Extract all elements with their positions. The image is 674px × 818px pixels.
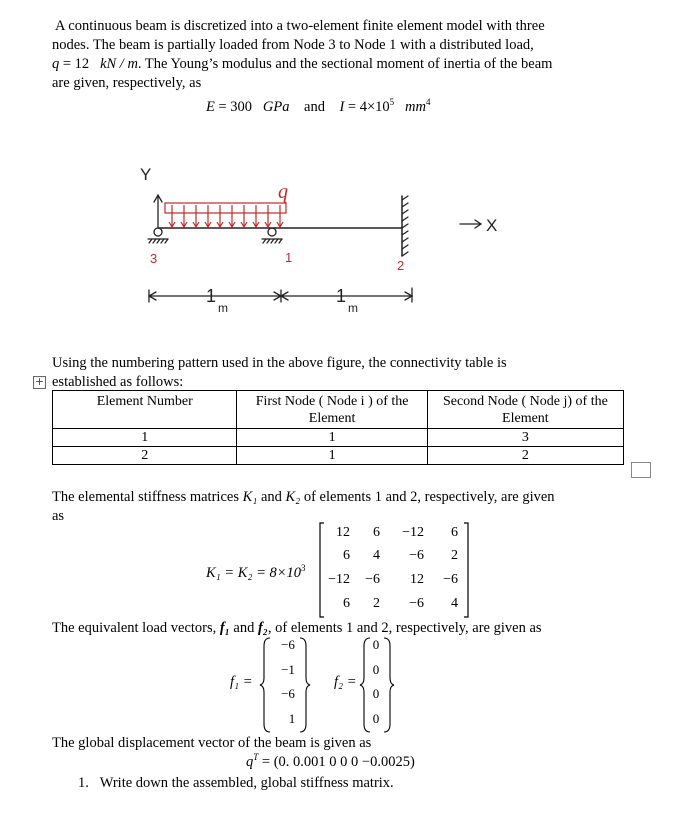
matrix-cell: 2 [451, 548, 458, 563]
f1-entry: −1 [281, 662, 295, 677]
connectivity-paragraph [52, 354, 632, 392]
header-first-node: First Node ( Node i ) of the Element [237, 391, 427, 429]
f1-entry: −6 [281, 686, 295, 701]
intro-line-1: A continuous beam is discretized into a two-element finite element model with three [55, 18, 545, 34]
stiffness-lhs-exp: 3 [301, 563, 306, 573]
cell-node-j: 2 [427, 447, 623, 465]
f1-entry: 1 [288, 711, 296, 726]
f1-symbol: f₁ [219, 620, 230, 636]
matrix-cell: 4 [373, 548, 380, 563]
f1-entry: −6 [281, 637, 295, 652]
K1-symbol: K₁ [242, 489, 258, 505]
matrix-cell: −12 [328, 572, 350, 587]
f2-symbol: f₂ [257, 620, 268, 636]
f1-brace-left [258, 636, 280, 734]
node1-label: 1 [285, 250, 293, 265]
displacement-intro: The global displacement vector of the beam is given as [52, 735, 372, 751]
matrix-cell: −6 [443, 572, 458, 587]
matrix-cell: 4 [451, 596, 458, 611]
stiffness-matrix [318, 522, 468, 618]
E-unit: GPa [262, 98, 290, 115]
table-move-handle-icon[interactable]: + [34, 375, 45, 388]
cell-node-i: 1 [237, 447, 427, 465]
loads-and: and [229, 620, 258, 636]
q-unit: kN / m [100, 56, 138, 72]
I-value: = 4×10 [347, 98, 390, 115]
and-word: and [304, 98, 325, 115]
stiffness-lhs [206, 563, 306, 582]
node2-label: 2 [397, 258, 405, 273]
matrix-cell: 6 [343, 596, 350, 611]
stiffness-intro-post: of elements 1 and 2, respectively, are given [300, 489, 555, 505]
matrix-cell: 12 [336, 525, 350, 540]
connectivity-table [52, 390, 624, 465]
dim2-value: 1 [336, 286, 347, 306]
E-symbol: E [206, 98, 215, 115]
dim1-unit: m [218, 301, 228, 315]
matrix-cell: 6 [451, 525, 458, 540]
stiffness-and: and [257, 489, 286, 505]
intro-line-4: are given, respectively, as [52, 75, 202, 91]
I-symbol: I [339, 98, 345, 115]
q-symbol: q [52, 56, 60, 72]
dim2-unit: m [348, 301, 358, 315]
f2-entry: 0 [372, 662, 380, 677]
matrix-cell: 2 [373, 596, 380, 611]
matrix-cell: −6 [409, 548, 424, 563]
question-number: 1. [78, 775, 89, 791]
header-second-node: Second Node ( Node j) of the Element [427, 391, 623, 429]
x-label: X [486, 216, 498, 235]
table-row [53, 447, 624, 465]
question-text: Write down the assembled, global stiffness matrix. [99, 775, 394, 791]
stiffness-lhs-text: K₁ = K₂ = 8×10 [206, 564, 302, 581]
matrix-cell: −6 [365, 572, 380, 587]
node3-label: 3 [150, 251, 158, 266]
f1-label: f₁ = [230, 674, 253, 690]
cell-element: 2 [53, 447, 237, 465]
loads-intro-post: , of elements 1 and 2, respectively, are given as [267, 620, 542, 636]
header-element-number: Element Number [53, 391, 237, 429]
dim1-value: 1 [206, 286, 217, 306]
f2-entry: 0 [372, 686, 380, 701]
table-resize-handle[interactable] [631, 462, 651, 478]
matrix-cell: −6 [409, 596, 424, 611]
beam-figure [0, 0, 674, 340]
displacement-vector [246, 752, 415, 771]
load-arrows [172, 205, 280, 226]
f2-entry: 0 [372, 637, 380, 652]
connectivity-line-2: established as follows: [52, 374, 184, 390]
q-value: = 12 [62, 56, 90, 72]
matrix-cell: 12 [410, 572, 424, 587]
stiffness-line-2: as [52, 508, 65, 524]
table-row [53, 429, 624, 447]
displacement-values: = (0. 0.001 0 0 0 −0.0025) [261, 753, 415, 770]
f2-entry: 0 [372, 711, 380, 726]
distributed-load [165, 203, 286, 227]
q-transpose: T [253, 752, 259, 762]
connectivity-line-1: Using the numbering pattern used in the above figure, the connectivity table is [52, 355, 507, 371]
load-arrowheads [169, 222, 283, 227]
y-label: Y [140, 165, 152, 184]
node3-pin-icon [154, 228, 162, 236]
stiffness-line-1 [52, 488, 632, 507]
question-item [78, 775, 394, 792]
intro-line-2: nodes. The beam is partially loaded from Node 3 to Node 1 with a distributed load, [52, 37, 534, 53]
loads-intro-pre: The equivalent load vectors, [52, 620, 220, 636]
node2-wall-hatch [402, 196, 408, 256]
matrix-cell: 6 [373, 525, 380, 540]
node1-pin-icon [268, 228, 276, 236]
cell-node-i: 1 [237, 429, 427, 447]
load-label: q [278, 181, 288, 203]
matrix-cell: −12 [402, 525, 424, 540]
cell-element: 1 [53, 429, 237, 447]
q-vector-symbol: q [246, 753, 254, 770]
E-value: = 300 [218, 98, 253, 115]
I-unit-exponent: 4 [425, 97, 431, 107]
I-unit: mm [405, 98, 426, 115]
K2-symbol: K₂ [285, 489, 301, 505]
I-exponent: 5 [389, 97, 395, 107]
loads-paragraph [52, 619, 652, 638]
stiffness-intro-pre: The elemental stiffness matrices [52, 489, 243, 505]
cell-node-j: 3 [427, 429, 623, 447]
intro-line-3-rest: . The Young’s modulus and the sectional moment of inertia of the beam [137, 56, 553, 72]
table-header-row [53, 391, 624, 429]
f2-label: f₂ = [334, 674, 357, 690]
matrix-cell: 6 [343, 548, 350, 563]
